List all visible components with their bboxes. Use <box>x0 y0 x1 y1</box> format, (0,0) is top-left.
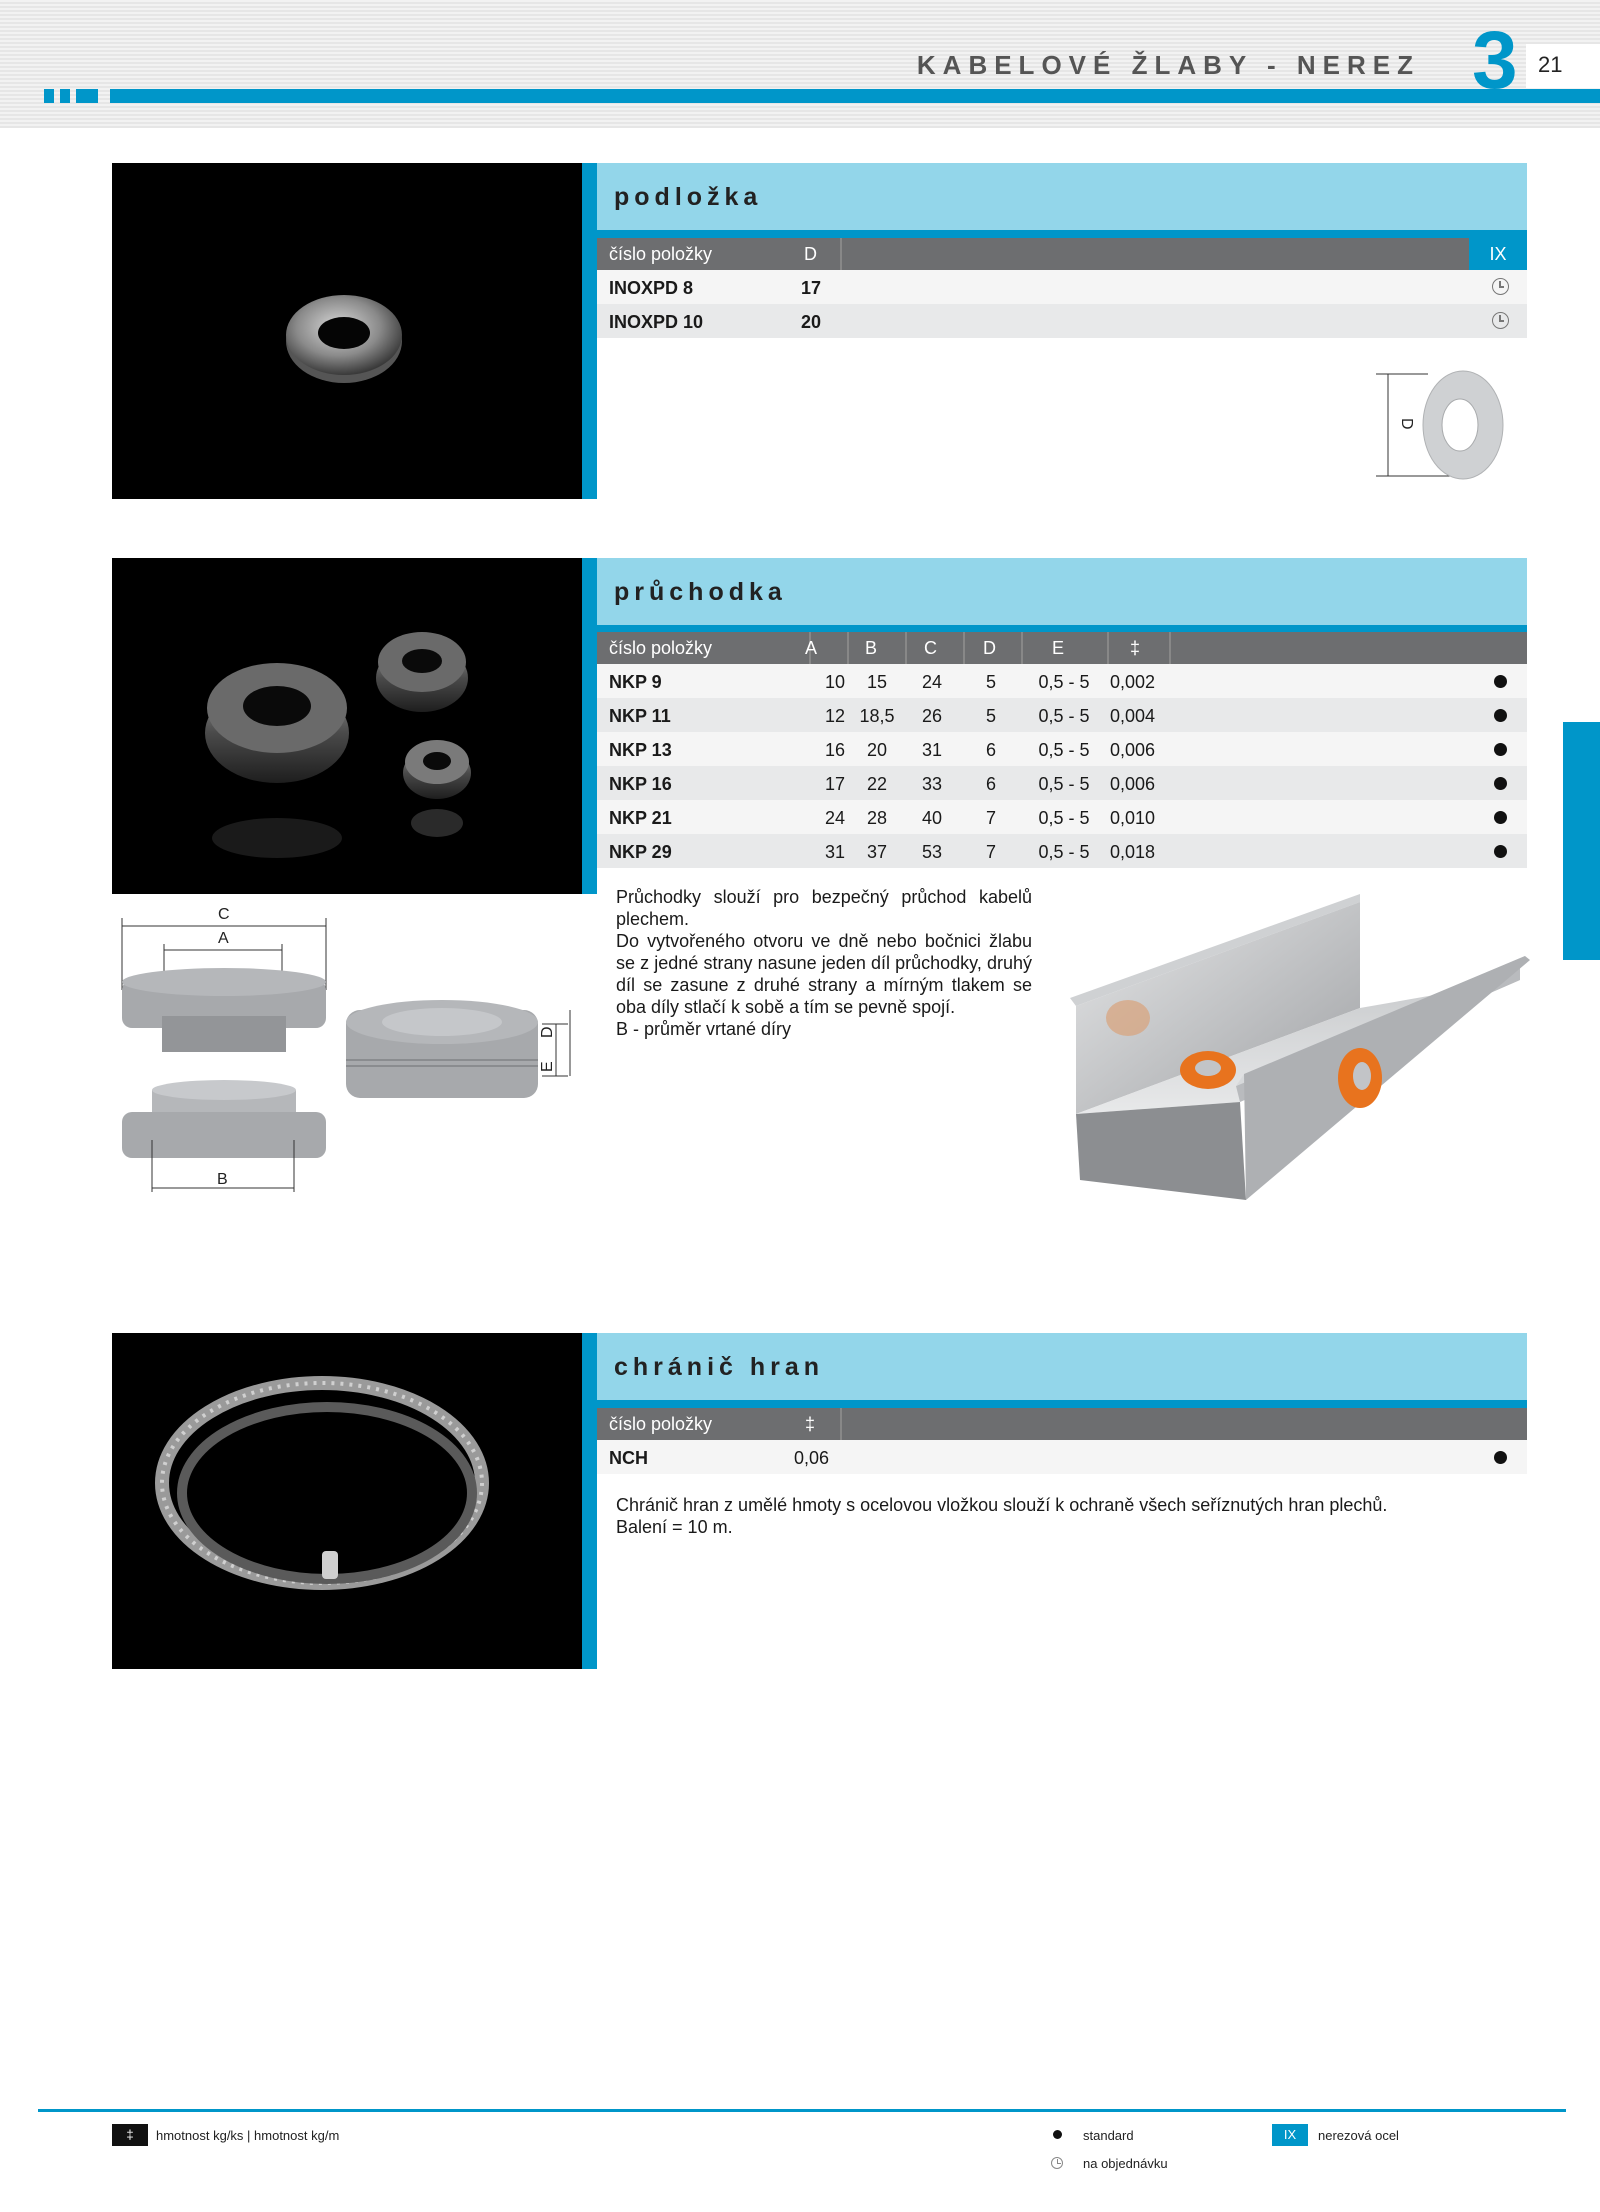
header-squares <box>44 89 98 103</box>
col-separator <box>1021 632 1023 664</box>
chapter-side-tab <box>1563 722 1600 960</box>
col-separator <box>905 632 907 664</box>
value-weight: 0,002 <box>1110 672 1156 692</box>
washer-diagram <box>1368 366 1518 486</box>
clock-icon <box>1051 2157 1063 2169</box>
legend-standard-label: standard <box>1083 2128 1134 2143</box>
item-code: NKP 11 <box>609 706 671 726</box>
value-a: 17 <box>824 774 846 794</box>
washer-photo <box>112 163 582 499</box>
value-e: 0,5 - 5 <box>1038 774 1090 794</box>
table-header <box>597 632 1527 664</box>
col-separator <box>1169 632 1171 664</box>
value-weight: 0,010 <box>1110 808 1156 828</box>
col-b: B <box>865 638 878 658</box>
value-d: 17 <box>801 278 822 298</box>
legend-order-label: na objednávku <box>1083 2156 1168 2171</box>
value-d: 7 <box>985 842 996 862</box>
table-row <box>597 304 1527 338</box>
col-separator <box>840 1408 842 1440</box>
table-row <box>597 834 1527 868</box>
value-weight: 0,006 <box>1110 774 1156 794</box>
value-b: 15 <box>866 672 888 692</box>
dim-label-c: C <box>218 906 230 923</box>
item-code: NKP 21 <box>609 808 672 828</box>
standard-dot-icon <box>1494 675 1507 688</box>
col-a: A <box>805 638 818 658</box>
grommet-photo <box>112 558 582 894</box>
value-weight: 0,004 <box>1110 706 1156 726</box>
value-weight: 0,06 <box>794 1448 830 1468</box>
description-chranic <box>616 1494 1516 1538</box>
standard-dot-icon <box>1053 2130 1062 2139</box>
description-paragraph: B - průměr vrtané díry <box>616 1019 792 1039</box>
photo-accent-strip <box>582 163 597 499</box>
footer-line <box>38 2109 1566 2112</box>
clock-icon <box>1492 278 1509 295</box>
item-code: NKP 13 <box>609 740 672 760</box>
value-a: 31 <box>824 842 846 862</box>
col-item-number: číslo položky <box>609 244 713 264</box>
legend-ix-symbol: IX <box>1272 2124 1308 2146</box>
col-separator <box>963 632 965 664</box>
page-title: KABELOVÉ ŽLABY - NEREZ <box>916 50 1420 80</box>
chapter-number: 3 <box>1472 15 1518 106</box>
dim-label-d: D <box>539 1026 556 1038</box>
value-d: 6 <box>985 774 996 794</box>
table-row <box>597 766 1527 800</box>
standard-dot-icon <box>1494 743 1507 756</box>
value-d: 5 <box>985 672 996 692</box>
value-a: 10 <box>824 672 846 692</box>
item-code: NCH <box>609 1448 648 1468</box>
col-e: E <box>1052 638 1065 658</box>
grommet-diagram <box>112 900 582 1200</box>
dim-label-e: E <box>539 1061 556 1072</box>
table-row <box>597 270 1527 304</box>
standard-dot-icon <box>1494 811 1507 824</box>
table-podlozka <box>597 238 1527 338</box>
legend-ix-label: nerezová ocel <box>1318 2128 1399 2143</box>
description-paragraph: Do vytvořeného otvoru ve dně nebo bočnici žlabu se z jedné strany nasune jeden díl průchodky, druhý díl se zasune z druhé strany a mírným tlakem se oba díly stlačí k sobě a tím se pevně spojí. <box>616 931 1032 1017</box>
value-e: 0,5 - 5 <box>1038 672 1090 692</box>
value-e: 0,5 - 5 <box>1038 842 1090 862</box>
value-weight: 0,018 <box>1110 842 1156 862</box>
section-title-podlozka: podložka <box>614 183 763 211</box>
col-d: D <box>804 244 817 264</box>
value-d: 7 <box>985 808 996 828</box>
table-row <box>597 1440 1527 1474</box>
value-b: 37 <box>866 842 888 862</box>
col-ix: IX <box>1469 238 1527 270</box>
item-code: NKP 29 <box>609 842 672 862</box>
table-pruchodka <box>597 632 1527 868</box>
col-separator <box>1107 632 1109 664</box>
item-code: NKP 16 <box>609 774 672 794</box>
col-d: D <box>983 638 996 658</box>
value-b: 28 <box>866 808 888 828</box>
description-paragraph: Chránič hran z umělé hmoty s ocelovou vložkou slouží k ochraně všech seříznutých hran plechů. <box>616 1495 1388 1515</box>
dim-label-d: D <box>1398 418 1415 430</box>
cable-tray-illustration <box>1060 880 1530 1220</box>
table-chranic <box>597 1408 1527 1474</box>
page-number: 21 <box>1538 52 1563 77</box>
col-weight: ‡ <box>1130 638 1141 658</box>
value-c: 40 <box>921 808 943 828</box>
header-accent-line <box>110 89 1600 103</box>
col-c: C <box>924 638 937 658</box>
item-code: NKP 9 <box>609 672 662 692</box>
item-code: INOXPD 8 <box>609 278 694 298</box>
value-e: 0,5 - 5 <box>1038 706 1090 726</box>
edge-protector-photo <box>112 1333 582 1669</box>
table-row <box>597 664 1527 698</box>
col-weight: ‡ <box>805 1414 816 1434</box>
section-header-line <box>597 230 1527 238</box>
photo-accent-strip <box>582 1333 597 1669</box>
value-b: 18,5 <box>859 706 895 726</box>
col-separator <box>847 632 849 664</box>
table-row <box>597 732 1527 766</box>
value-e: 0,5 - 5 <box>1038 808 1090 828</box>
description-paragraph: Balení = 10 m. <box>616 1517 733 1537</box>
item-code: INOXPD 10 <box>609 312 704 332</box>
col-separator <box>840 238 842 270</box>
value-a: 24 <box>824 808 846 828</box>
value-c: 26 <box>921 706 943 726</box>
value-e: 0,5 - 5 <box>1038 740 1090 760</box>
clock-icon <box>1492 312 1509 329</box>
photo-accent-strip <box>582 558 597 894</box>
col-item-number: číslo položky <box>609 638 713 658</box>
value-d: 20 <box>801 312 822 332</box>
dim-label-a: A <box>218 930 229 947</box>
table-row <box>597 800 1527 834</box>
value-c: 53 <box>921 842 943 862</box>
value-a: 12 <box>824 706 846 726</box>
description-paragraph: Průchodky slouží pro bezpečný průchod kabelů plechem. <box>616 887 1032 929</box>
section-title-pruchodka: průchodka <box>614 578 787 606</box>
value-b: 20 <box>866 740 888 760</box>
value-c: 24 <box>921 672 943 692</box>
value-b: 22 <box>866 774 888 794</box>
value-d: 5 <box>985 706 996 726</box>
value-a: 16 <box>824 740 846 760</box>
standard-dot-icon <box>1494 1451 1507 1464</box>
table-row <box>597 698 1527 732</box>
legend-weight-symbol: ‡ <box>112 2124 148 2146</box>
dim-label-b: B <box>217 1171 228 1188</box>
standard-dot-icon <box>1494 709 1507 722</box>
description-pruchodka <box>616 886 1032 1040</box>
legend-weight-label: hmotnost kg/ks | hmotnost kg/m <box>156 2128 340 2143</box>
section-header-line <box>597 1400 1527 1408</box>
value-c: 33 <box>921 774 943 794</box>
value-d: 6 <box>985 740 996 760</box>
table-header <box>597 1408 1527 1440</box>
col-item-number: číslo položky <box>609 1414 713 1434</box>
table-header <box>597 238 1527 270</box>
standard-dot-icon <box>1494 777 1507 790</box>
value-weight: 0,006 <box>1110 740 1156 760</box>
section-title-chranic: chránič hran <box>614 1353 825 1381</box>
standard-dot-icon <box>1494 845 1507 858</box>
value-c: 31 <box>921 740 943 760</box>
